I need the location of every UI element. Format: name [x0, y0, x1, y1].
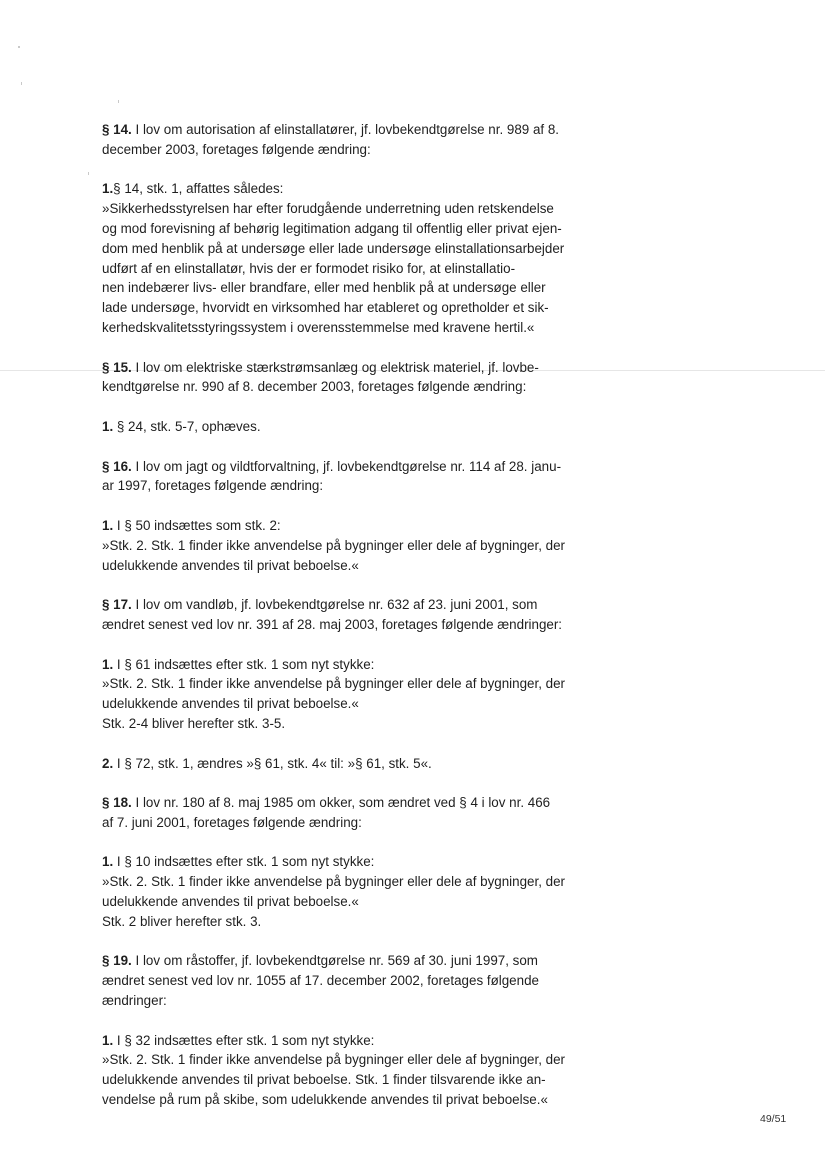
paragraph	[102, 754, 602, 774]
text-line	[102, 852, 602, 872]
text-line: udelukkende anvendes til privat beboelse.«	[102, 894, 359, 910]
paragraph-text: § 24, stk. 5-7, ophæves.	[113, 418, 261, 434]
text-line: »Stk. 2. Stk. 1 finder ikke anvendelse på bygninger eller dele af bygninger, der	[102, 537, 566, 553]
scan-speck	[18, 46, 20, 48]
text-line	[102, 655, 602, 675]
page-number: 49/51	[760, 1113, 787, 1125]
text-line: lade undersøge, hvorvidt en virksomhed har etableret og opretholder et sik-	[102, 300, 549, 316]
paragraph	[102, 120, 602, 160]
paragraph	[102, 793, 602, 833]
paragraph-number: § 17.	[102, 597, 132, 613]
text-line	[102, 793, 602, 813]
text-line: vendelse på rum på skibe, som udelukkende anvendes til privat beboelse.«	[102, 1092, 548, 1108]
text-line: »Stk. 2. Stk. 1 finder ikke anvendelse på bygninger eller dele af bygninger, der	[102, 874, 566, 890]
paragraph-text: I lov om jagt og vildtforvaltning, jf. lovbekendtgørelse nr. 114 af 28. janu-	[131, 458, 562, 474]
paragraph	[102, 358, 602, 398]
paragraph-number: 1.	[102, 656, 114, 672]
text-line	[102, 179, 602, 199]
paragraph-text: I lov om elektriske stærkstrømsanlæg og elektrisk materiel, jf. lovbe-	[131, 359, 539, 375]
paragraph-number: 1.	[102, 181, 114, 197]
text-line: ar 1997, foretages følgende ændring:	[102, 478, 324, 494]
paragraph-number: § 19.	[102, 953, 132, 969]
paragraph-number: § 18.	[102, 795, 132, 811]
text-line	[102, 516, 602, 536]
scan-speck	[88, 172, 89, 175]
text-line: kendtgørelse nr. 990 af 8. december 2003, foretages følgende ændring:	[102, 379, 527, 395]
text-line	[102, 457, 602, 477]
text-line	[102, 754, 602, 774]
text-line: »Stk. 2. Stk. 1 finder ikke anvendelse på bygninger eller dele af bygninger, der	[102, 676, 566, 692]
text-line: kerhedskvalitetsstyringssystem i overensstemmelse med kravene hertil.«	[102, 319, 535, 335]
paragraph	[102, 595, 602, 635]
paragraph-text: § 14, stk. 1, affattes således:	[113, 181, 284, 197]
scan-speck	[21, 82, 22, 85]
scan-speck	[118, 100, 119, 103]
paragraph	[102, 852, 602, 931]
text-line	[102, 120, 602, 140]
text-line: »Sikkerhedsstyrelsen har efter forudgående underretning uden retskendelse	[102, 201, 554, 217]
paragraph-number: 1.	[102, 517, 114, 533]
text-line: Stk. 2 bliver herefter stk. 3.	[102, 913, 262, 929]
text-line: udelukkende anvendes til privat beboelse.«	[102, 557, 359, 573]
paragraph	[102, 179, 602, 337]
text-line	[102, 417, 602, 437]
paragraph-number: 2.	[102, 755, 114, 771]
text-line	[102, 358, 602, 378]
text-line	[102, 595, 602, 615]
text-line: Stk. 2-4 bliver herefter stk. 3-5.	[102, 715, 286, 731]
document-body	[102, 120, 602, 1130]
paragraph-number: 1.	[102, 854, 114, 870]
text-line: udelukkende anvendes til privat beboelse.«	[102, 696, 359, 712]
paragraph	[102, 417, 602, 437]
paragraph	[102, 457, 602, 497]
paragraph-text: I lov nr. 180 af 8. maj 1985 om okker, som ændret ved § 4 i lov nr. 466	[131, 795, 551, 811]
paragraph-text: I § 61 indsættes efter stk. 1 som nyt stykke:	[113, 656, 375, 672]
paragraph-text: I § 72, stk. 1, ændres »§ 61, stk. 4« til: »§ 61, stk. 5«.	[113, 755, 432, 771]
text-line: og mod forevisning af behørig legitimation adgang til offentlig eller privat ejen-	[102, 220, 562, 236]
text-line: udført af en elinstallatør, hvis der er formodet risiko for, at elinstallatio-	[102, 260, 516, 276]
paragraph-number: 1.	[102, 418, 114, 434]
paragraph	[102, 516, 602, 575]
paragraph-text: I lov om autorisation af elinstallatører, jf. lovbekendtgørelse nr. 989 af 8.	[131, 122, 560, 137]
text-line	[102, 951, 602, 971]
paragraph-number: § 14.	[102, 122, 132, 137]
paragraph-number: 1.	[102, 1032, 114, 1048]
paragraph-text: I § 50 indsættes som stk. 2:	[113, 517, 281, 533]
paragraph-text: I § 10 indsættes efter stk. 1 som nyt stykke:	[113, 854, 375, 870]
paragraph-number: § 15.	[102, 359, 132, 375]
text-line: december 2003, foretages følgende ændring:	[102, 141, 371, 157]
text-line: ændringer:	[102, 993, 167, 1009]
text-line: dom med henblik på at undersøge eller lade undersøge elinstallationsarbejder	[102, 240, 565, 256]
text-line: ændret senest ved lov nr. 1055 af 17. december 2002, foretages følgende	[102, 973, 539, 989]
text-line: ændret senest ved lov nr. 391 af 28. maj 2003, foretages følgende ændringer:	[102, 616, 563, 632]
text-line: nen indebærer livs- eller brandfare, eller med henblik på at undersøge eller	[102, 280, 546, 296]
text-line: af 7. juni 2001, foretages følgende ændring:	[102, 814, 362, 830]
text-line	[102, 1031, 602, 1051]
text-line: udelukkende anvendes til privat beboelse. Stk. 1 finder tilsvarende ikke an-	[102, 1072, 546, 1088]
paragraph	[102, 951, 602, 1010]
paragraph-text: I lov om vandløb, jf. lovbekendtgørelse nr. 632 af 23. juni 2001, som	[131, 597, 538, 613]
paragraph-number: § 16.	[102, 458, 132, 474]
paragraph-text: I lov om råstoffer, jf. lovbekendtgørelse nr. 569 af 30. juni 1997, som	[131, 953, 538, 969]
text-line: »Stk. 2. Stk. 1 finder ikke anvendelse på bygninger eller dele af bygninger, der	[102, 1052, 566, 1068]
paragraph	[102, 1031, 602, 1110]
paragraph-text: I § 32 indsættes efter stk. 1 som nyt stykke:	[113, 1032, 375, 1048]
paragraph	[102, 655, 602, 734]
